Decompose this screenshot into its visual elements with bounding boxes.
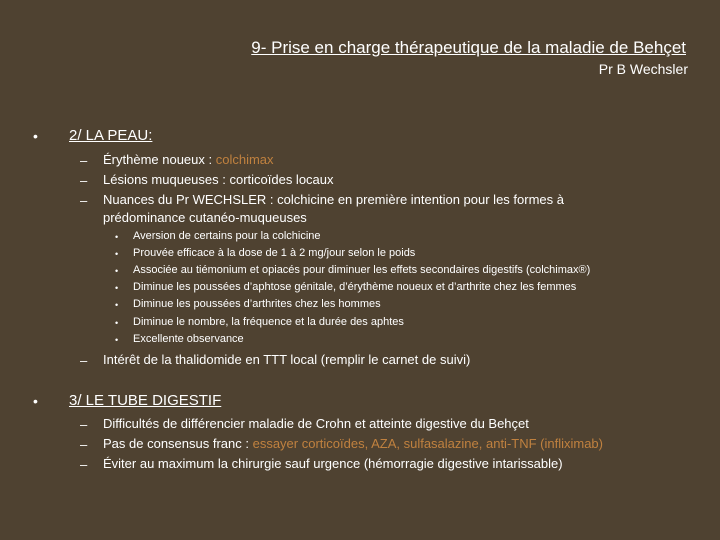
sub-item: Excellente observance	[133, 333, 244, 345]
list-item: Intérêt de la thalidomide en TTT local (remplir le carnet de suivi)	[103, 352, 471, 367]
list-item: Pas de consensus franc : essayer corticoïdes, AZA, sulfasalazine, anti-TNF (infliximab)	[103, 436, 603, 451]
sub-bullet: •	[115, 232, 119, 242]
sub-item: Diminue le nombre, la fréquence et la durée des aphtes	[133, 316, 404, 328]
list-item: Nuances du Pr WECHSLER : colchicine en première intention pour les formes à prédominance cutanéo-muqueuses	[103, 192, 564, 225]
section-heading-tube-digestif: 3/ LE TUBE DIGESTIF	[69, 392, 222, 409]
sub-item: Aversion de certains pour la colchicine	[133, 230, 321, 242]
sub-item: Diminue les poussées d’aphtose génitale, d’érythème noueux et d’arthrite chez les femmes	[133, 281, 577, 293]
sub-item: Diminue les poussées d’arthrites chez les hommes	[133, 298, 381, 310]
sub-bullet: •	[115, 249, 119, 259]
sub-bullet: •	[115, 266, 119, 276]
dash-marker: –	[80, 193, 88, 208]
section-bullet: •	[33, 393, 38, 409]
sub-bullet: •	[115, 318, 119, 328]
dash-marker: –	[80, 437, 88, 452]
sub-item: Associée au tiémonium et opiacés pour diminuer les effets secondaires digestifs (colchimax®)	[133, 264, 591, 276]
list-item: Éviter au maximum la chirurgie sauf urgence (hémorragie digestive intarissable)	[103, 456, 563, 471]
dash-marker: –	[80, 153, 88, 168]
list-item: Érythème noueux : colchimax	[103, 152, 274, 167]
list-item: Difficultés de différencier maladie de Crohn et atteinte digestive du Behçet	[103, 416, 529, 431]
section-heading-peau: 2/ LA PEAU:	[69, 127, 153, 144]
list-item: Lésions muqueuses : corticoïdes locaux	[103, 172, 334, 187]
section-bullet: •	[33, 128, 38, 144]
sub-item: Prouvée efficace à la dose de 1 à 2 mg/jour selon le poids	[133, 247, 416, 259]
dash-marker: –	[80, 417, 88, 432]
slide-author: Pr B Wechsler	[598, 61, 688, 77]
dash-marker: –	[80, 457, 88, 472]
dash-marker: –	[80, 173, 88, 188]
dash-marker: –	[80, 353, 88, 368]
slide-title: 9- Prise en charge thérapeutique de la maladie de Behçet	[251, 38, 686, 57]
sub-bullet: •	[115, 283, 119, 293]
sub-bullet: •	[115, 300, 119, 310]
sub-bullet: •	[115, 335, 119, 345]
